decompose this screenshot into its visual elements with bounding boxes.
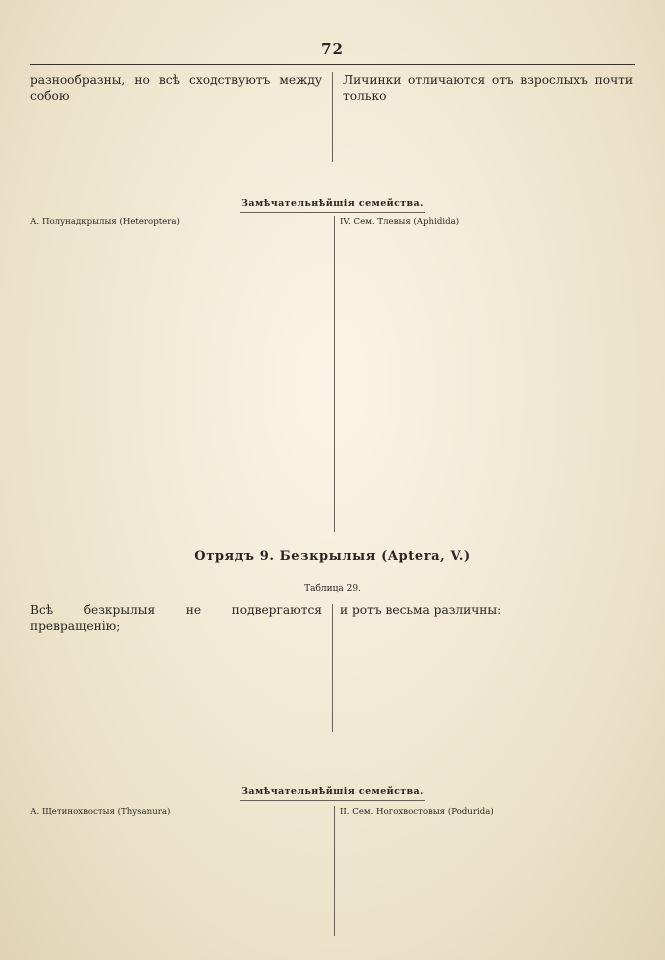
middle-left-text: Всѣ безкрылыя не подвергаются превращенію; [30, 603, 322, 634]
top-right-column [343, 72, 633, 164]
section1-left-text: А. Полунадкрылыя (Heteroptera) [30, 217, 180, 227]
page-number: 72 [321, 40, 344, 58]
section1-heading-rule [240, 212, 425, 213]
section1-heading: Замѣчательнѣйшія семейства. [241, 198, 424, 209]
section2-column-divider [334, 806, 335, 936]
header-rule [30, 64, 635, 65]
table-label: Таблица 29. [304, 584, 361, 594]
top-left-column [30, 72, 322, 164]
middle-right-text: и ротъ весьма различны: [340, 603, 502, 617]
middle-left-column [30, 602, 322, 782]
top-column-divider [332, 72, 333, 162]
section2-heading: Замѣчательнѣйшія семейства. [241, 786, 424, 797]
section1-right-text: IV. Сем. Тлевыя (Aphidida) [340, 217, 460, 227]
middle-right-column [340, 602, 635, 782]
section1-right-column [340, 216, 635, 534]
section2-right-column [340, 806, 635, 926]
section2-left-text: А. Щетинохвостыя (Thysanura) [30, 807, 171, 817]
order-title: Отрядъ 9. Безкрылыя (Aptera, V.) [194, 549, 471, 564]
top-left-text: разнообразны, но всѣ сходствуютъ между собою [30, 73, 322, 104]
section1-left-column [30, 216, 327, 534]
middle-column-divider [332, 604, 333, 732]
top-right-text: Личинки отличаются отъ взрослыхъ почти только [343, 73, 633, 104]
section2-right-text: II. Сем. Ногохвостовыя (Podurida) [340, 807, 494, 817]
section2-heading-rule [240, 800, 425, 801]
section1-column-divider [334, 216, 335, 532]
section2-left-column [30, 806, 330, 926]
